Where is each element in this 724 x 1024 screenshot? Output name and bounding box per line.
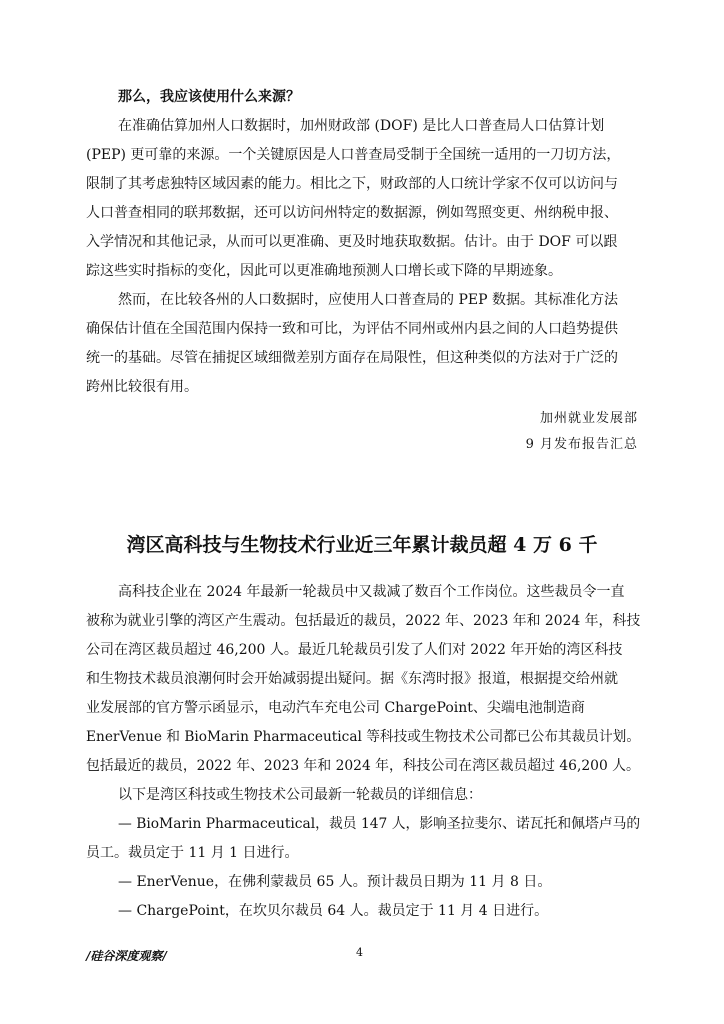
paragraph-line: 确保估计值在全国范围内保持一致和可比，为评估不同州或州内县之间的人口趋势提供 [86, 321, 618, 337]
paragraph-line: 统一的基础。尽管在捕捉区域细微差别方面存在局限性，但这种类似的方法对于广泛的 [86, 350, 618, 366]
paragraph-line: 入学情况和其他记录，从而可以更准确、更及时地获取数据。估计。由于 DOF 可以跟 [86, 234, 618, 250]
footer-publication: /硅谷深度观察/ [86, 949, 167, 963]
article-line: 以下是湾区科技或生物技术公司最新一轮裁员的详细信息： [118, 787, 482, 803]
paragraph-line: 限制了其考虑独特区域因素的能力。相比之下，财政部的人口统计学家不仅可以访问与 [86, 176, 618, 192]
paragraph-line: 在准确估算加州人口数据时，加州财政部 (DOF) 是比人口普查局人口估算计划 [118, 118, 605, 134]
signature-note: 9 月发布报告汇总 [525, 437, 638, 452]
article-title: 湾区高科技与生物技术行业近三年累计裁员超 4 万 6 千 [126, 534, 598, 556]
article-line: 和生物技术裁员浪潮何时会开始减弱提出疑问。据《东湾时报》报道，根据提交给州就 [86, 671, 618, 687]
page-number: 4 [356, 946, 363, 959]
paragraph-line: (PEP) 更可靠的来源。一个关键原因是人口普查局受制于全国统一适用的一刀切方法， [86, 147, 621, 163]
article-line: 高科技企业在 2024 年最新一轮裁员中又裁减了数百个工作岗位。这些裁员令一直 [118, 584, 625, 600]
section-heading: 那么，我应该使用什么来源？ [118, 89, 300, 105]
article-line: — EnerVenue，在佛利蒙裁员 65 人。预计裁员日期为 11 月 8 日。 [118, 874, 552, 890]
paragraph-line: 踪这些实时指标的变化，因此可以更准确地预测人口增长或下降的早期迹象。 [86, 263, 562, 279]
article-line: 业发展部的官方警示函显示，电动汽车充电公司 ChargePoint、尖端电池制造商 [86, 700, 585, 716]
article-line: 公司在湾区裁员超过 46,200 人。最近几轮裁员引发了人们对 2022 年开始的湾区科技 [86, 642, 623, 658]
article-line: 被称为就业引擎的湾区产生震动。包括最近的裁员，2022 年、2023 年和 2024 年，科技 [86, 613, 641, 629]
article-line: 包括最近的裁员，2022 年、2023 年和 2024 年，科技公司在湾区裁员超过 46,200 人。 [86, 758, 640, 774]
article-line: — BioMarin Pharmaceutical，裁员 147 人，影响圣拉斐尔、诺瓦托和佩塔卢马的 [118, 816, 641, 832]
paragraph-line: 人口普查相同的联邦数据，还可以访问州特定的数据源，例如驾照变更、州纳税申报、 [86, 205, 618, 221]
paragraph-line: 跨州比较很有用。 [86, 379, 198, 395]
article-line: 员工。裁员定于 11 月 1 日进行。 [86, 845, 299, 861]
paragraph-line: 然而，在比较各州的人口数据时，应使用人口普查局的 PEP 数据。其标准化方法 [118, 292, 618, 308]
signature-org: 加州就业发展部 [539, 411, 638, 426]
article-line: — ChargePoint，在坎贝尔裁员 64 人。裁员定于 11 月 4 日进行。 [118, 903, 549, 919]
article-line: EnerVenue 和 BioMarin Pharmaceutical 等科技或生物技术公司都已公布其裁员计划。 [86, 729, 641, 745]
